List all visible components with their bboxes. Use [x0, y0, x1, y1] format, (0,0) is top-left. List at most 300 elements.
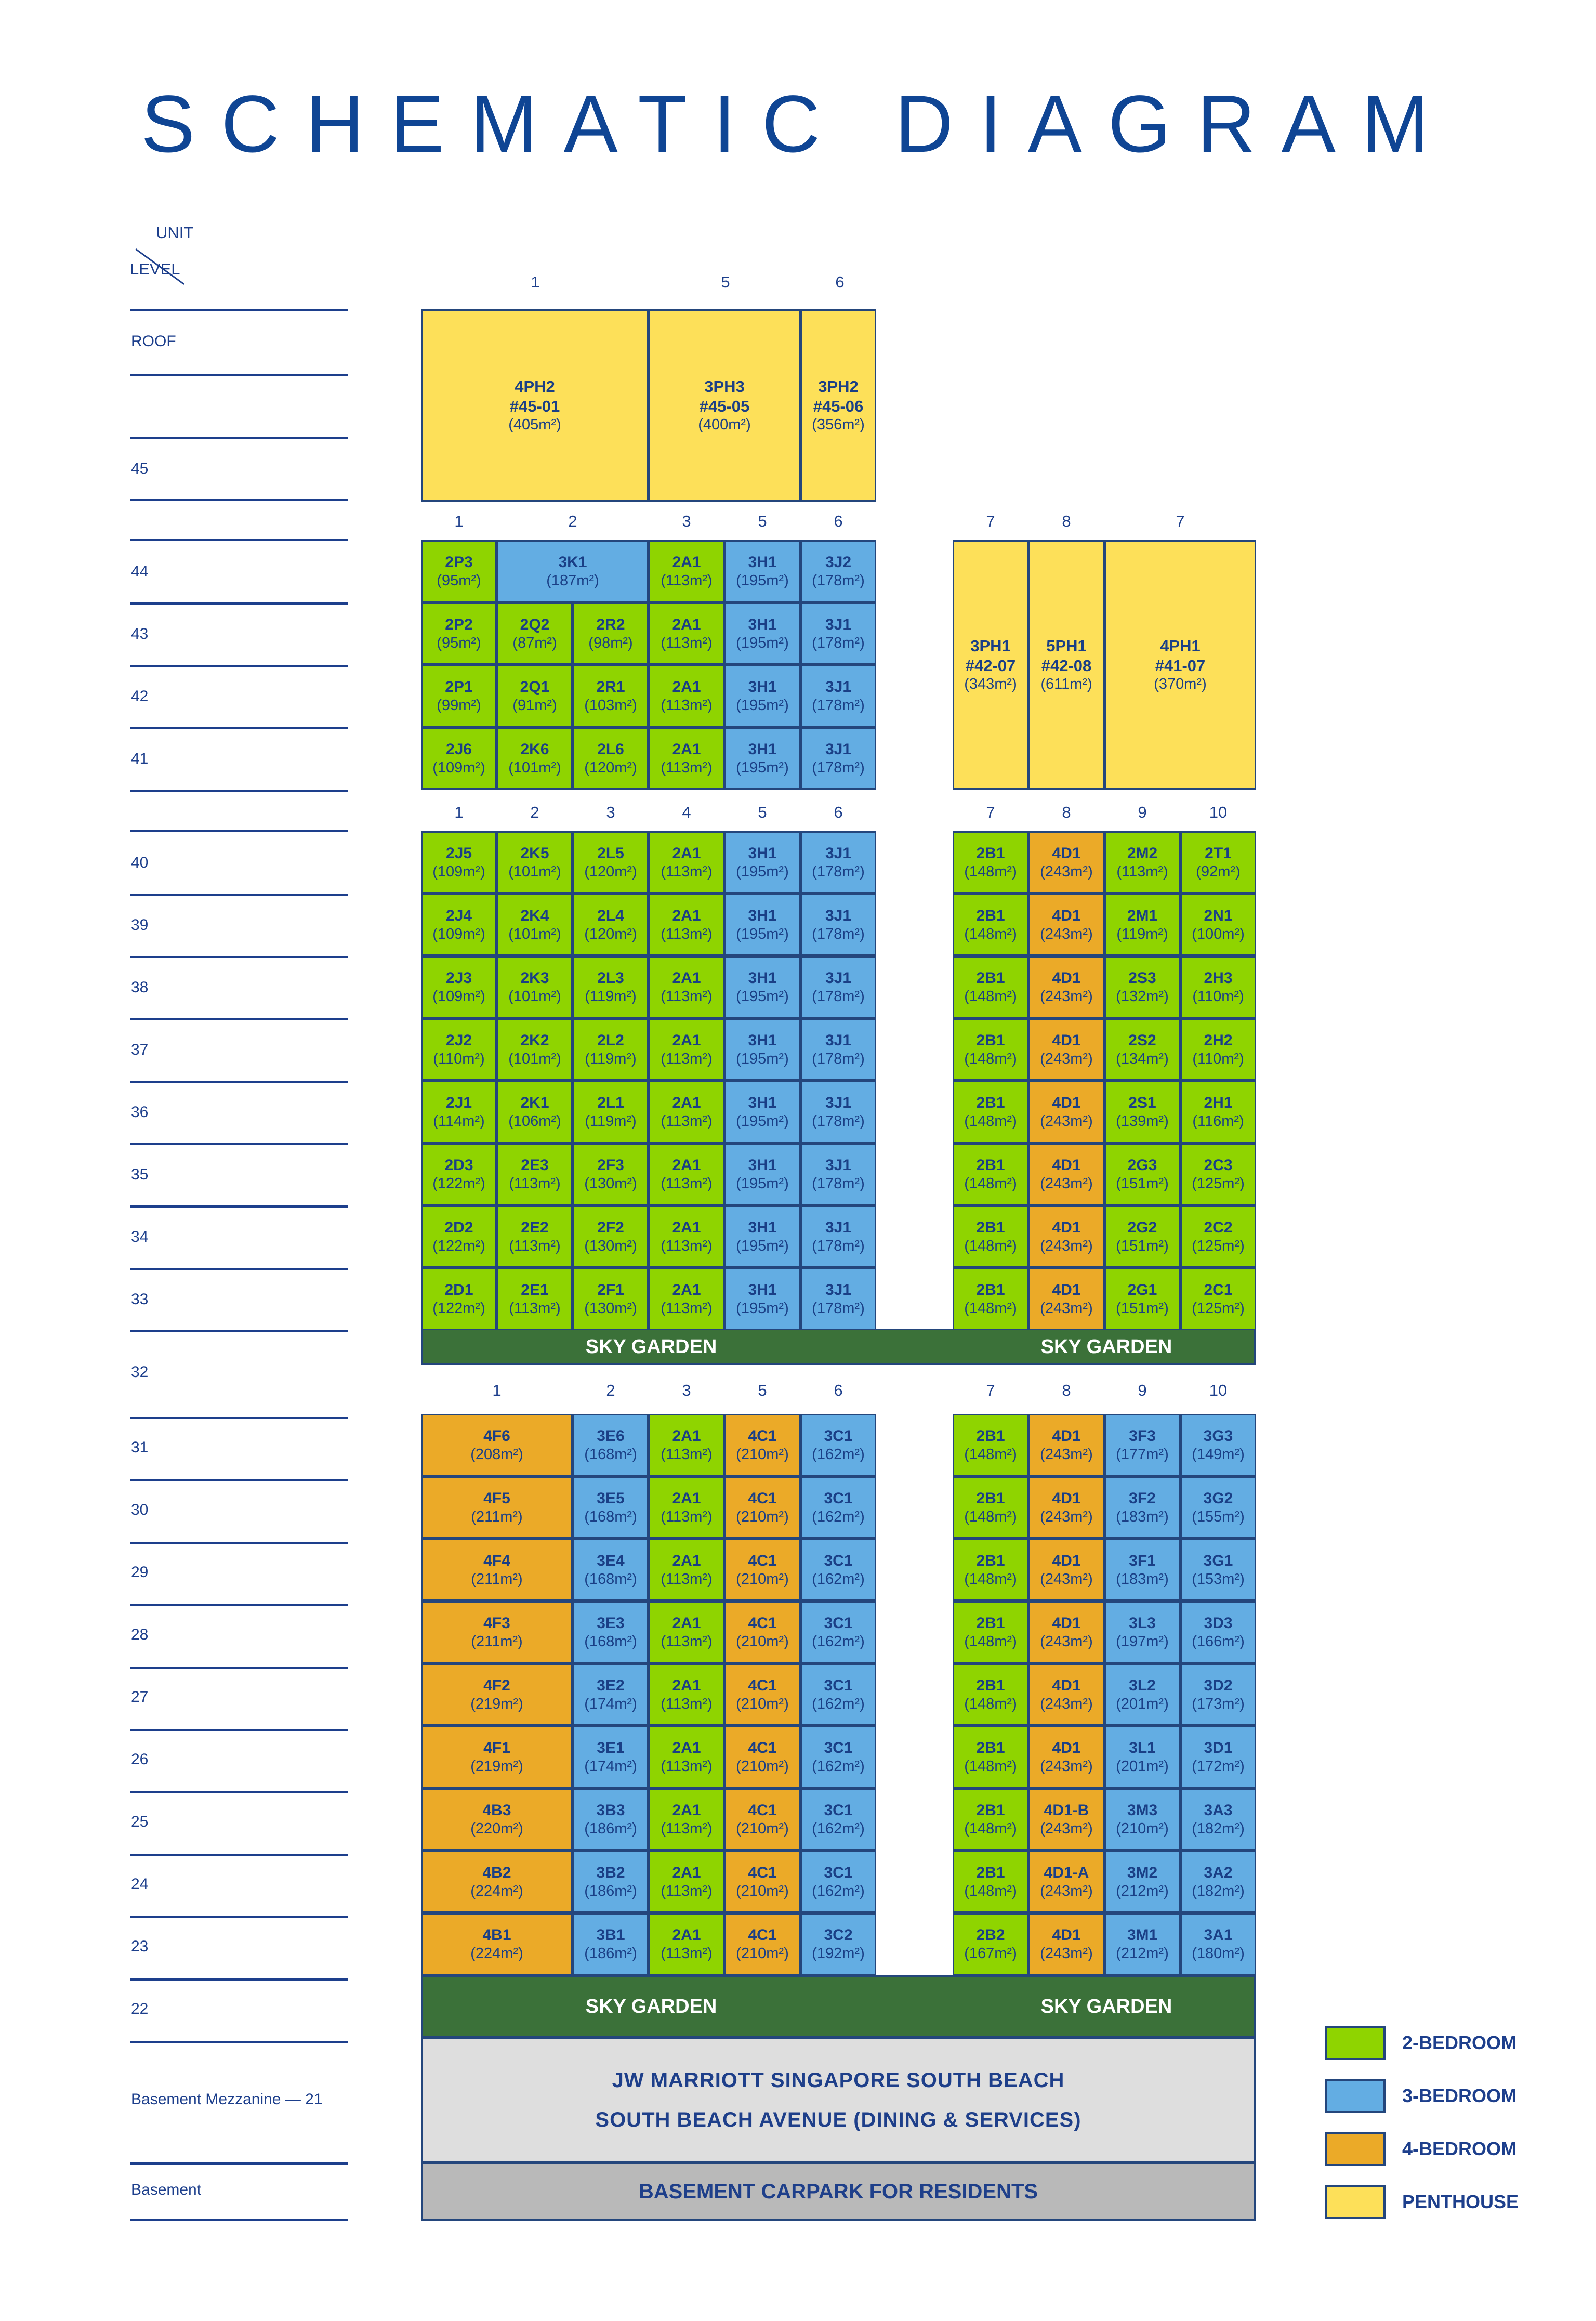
unit-cell[interactable] — [497, 727, 573, 790]
unit-cell[interactable] — [724, 1913, 800, 1975]
unit-cell[interactable] — [1028, 1663, 1104, 1726]
unit-type: 2B1 — [976, 1156, 1005, 1174]
unit-cell[interactable] — [573, 665, 649, 727]
unit-cell[interactable] — [497, 831, 573, 894]
unit-cell[interactable] — [649, 602, 724, 665]
unit-cell[interactable] — [724, 1476, 800, 1539]
unit-type: 4D1 — [1052, 1094, 1081, 1111]
unit-cell[interactable] — [421, 1851, 573, 1913]
unit-cell[interactable] — [1028, 1726, 1104, 1788]
unit-area: (113m²) — [661, 1112, 713, 1130]
unit-type: 2G2 — [1127, 1218, 1157, 1236]
unit-cell[interactable] — [800, 956, 876, 1018]
unit-type: 2A1 — [672, 1552, 701, 1569]
unit-area: (168m²) — [584, 1633, 637, 1650]
unit-cell[interactable] — [1028, 1851, 1104, 1913]
unit-type: 2L6 — [597, 740, 624, 758]
unit-cell[interactable] — [421, 1788, 573, 1851]
unit-number: #42-07 — [965, 656, 1016, 675]
unit-cell[interactable] — [724, 1414, 800, 1476]
unit-cell[interactable] — [1180, 1601, 1256, 1663]
unit-cell[interactable] — [1180, 1143, 1256, 1205]
unit-cell[interactable] — [724, 1601, 800, 1663]
unit-cell[interactable] — [573, 1081, 649, 1143]
unit-cell[interactable] — [1028, 831, 1104, 894]
unit-cell[interactable] — [573, 1414, 649, 1476]
penthouse-unit[interactable] — [800, 309, 876, 502]
unit-cell[interactable] — [649, 1788, 724, 1851]
unit-area: (168m²) — [584, 1570, 637, 1588]
column-number: 6 — [834, 512, 843, 530]
unit-type: 2T1 — [1205, 844, 1232, 862]
unit-cell[interactable] — [953, 1143, 1028, 1205]
unit-cell[interactable] — [649, 1726, 724, 1788]
unit-cell[interactable] — [421, 1726, 573, 1788]
unit-cell[interactable] — [497, 602, 573, 665]
column-number: 10 — [1209, 803, 1228, 821]
unit-type: 4D1 — [1052, 1552, 1081, 1569]
unit-cell[interactable] — [649, 1081, 724, 1143]
unit-cell[interactable] — [953, 1476, 1028, 1539]
unit-cell[interactable] — [953, 1268, 1028, 1330]
unit-cell[interactable] — [1180, 1539, 1256, 1601]
unit-cell[interactable] — [649, 727, 724, 790]
unit-cell[interactable] — [724, 1143, 800, 1205]
unit-cell[interactable] — [573, 602, 649, 665]
unit-cell[interactable] — [649, 1414, 724, 1476]
unit-cell[interactable] — [421, 727, 497, 790]
penthouse-unit[interactable] — [421, 309, 649, 502]
unit-cell[interactable] — [1104, 1726, 1180, 1788]
unit-area: (113m²) — [661, 988, 713, 1005]
unit-cell[interactable] — [800, 1205, 876, 1268]
unit-area: (120m²) — [584, 925, 637, 942]
unit-cell[interactable] — [1180, 1913, 1256, 1975]
unit-area: (99m²) — [437, 697, 481, 714]
unit-cell[interactable] — [573, 1851, 649, 1913]
unit-cell[interactable] — [800, 1726, 876, 1788]
unit-cell[interactable] — [800, 1414, 876, 1476]
unit-cell[interactable] — [649, 1143, 724, 1205]
legend-item — [1325, 2131, 1516, 2167]
unit-cell[interactable] — [421, 831, 497, 894]
unit-cell[interactable] — [953, 894, 1028, 956]
unit-cell[interactable] — [1180, 1788, 1256, 1851]
unit-cell[interactable] — [1104, 831, 1180, 894]
unit-cell[interactable] — [1180, 1268, 1256, 1330]
unit-cell[interactable] — [497, 894, 573, 956]
sky-garden-band-22 — [421, 1975, 1256, 2038]
unit-cell[interactable] — [724, 894, 800, 956]
unit-area: (162m²) — [812, 1758, 865, 1775]
unit-area: (109m²) — [432, 759, 485, 776]
unit-type: 2E1 — [521, 1281, 549, 1299]
unit-cell[interactable] — [724, 1539, 800, 1601]
unit-area: (168m²) — [584, 1508, 637, 1525]
unit-area: (178m²) — [812, 759, 865, 776]
unit-cell[interactable] — [800, 831, 876, 894]
level-label: 38 — [131, 979, 149, 996]
unit-type: 2A1 — [672, 1676, 701, 1694]
unit-type: 3E3 — [597, 1614, 625, 1632]
unit-area: (113m²) — [661, 863, 713, 880]
unit-number: #45-06 — [813, 397, 864, 415]
unit-cell[interactable] — [1104, 894, 1180, 956]
unit-cell[interactable] — [649, 1018, 724, 1081]
unit-type: 2A1 — [672, 969, 701, 987]
unit-cell[interactable] — [421, 1081, 497, 1143]
unit-cell[interactable] — [953, 1081, 1028, 1143]
unit-cell[interactable] — [421, 894, 497, 956]
unit-cell[interactable] — [1028, 1414, 1104, 1476]
unit-type: 2A1 — [672, 1489, 701, 1507]
penthouse-unit[interactable] — [649, 309, 800, 502]
unit-cell[interactable] — [724, 1268, 800, 1330]
unit-cell[interactable] — [953, 1726, 1028, 1788]
unit-area: (183m²) — [1116, 1570, 1169, 1588]
unit-area: (106m²) — [508, 1112, 561, 1130]
unit-cell[interactable] — [1028, 1205, 1104, 1268]
unit-type: 4D1-B — [1044, 1801, 1089, 1819]
unit-cell[interactable] — [573, 1268, 649, 1330]
unit-cell[interactable] — [1180, 831, 1256, 894]
unit-cell[interactable] — [800, 1539, 876, 1601]
unit-type: 4C1 — [748, 1489, 777, 1507]
unit-cell[interactable] — [573, 1476, 649, 1539]
unit-area: (243m²) — [1040, 1300, 1093, 1317]
unit-area: (243m²) — [1040, 1112, 1093, 1130]
unit-type: 3B2 — [596, 1864, 625, 1881]
unit-cell[interactable] — [573, 956, 649, 1018]
unit-cell[interactable] — [724, 1081, 800, 1143]
unit-cell[interactable] — [1028, 1601, 1104, 1663]
unit-cell[interactable] — [953, 1205, 1028, 1268]
unit-type: 3J1 — [825, 1031, 852, 1049]
unit-area: (243m²) — [1040, 1695, 1093, 1712]
unit-type: 2G3 — [1127, 1156, 1157, 1174]
unit-area: (243m²) — [1040, 1446, 1093, 1463]
unit-cell[interactable] — [421, 1539, 573, 1601]
unit-cell[interactable] — [1104, 1143, 1180, 1205]
unit-type: 2B1 — [976, 1552, 1005, 1569]
unit-type: 3C1 — [824, 1676, 853, 1694]
unit-cell[interactable] — [1180, 1205, 1256, 1268]
unit-cell[interactable] — [1104, 1851, 1180, 1913]
unit-cell[interactable] — [724, 831, 800, 894]
unit-type: 2P1 — [445, 678, 473, 696]
unit-cell[interactable] — [1104, 1018, 1180, 1081]
unit-cell[interactable] — [421, 1143, 497, 1205]
unit-type: 2M1 — [1127, 907, 1158, 924]
unit-cell[interactable] — [649, 1205, 724, 1268]
unit-area: (243m²) — [1040, 1758, 1093, 1775]
unit-cell[interactable] — [800, 1018, 876, 1081]
unit-cell[interactable] — [1104, 1476, 1180, 1539]
level-divider — [130, 1542, 348, 1544]
unit-type: 2K6 — [520, 740, 549, 758]
unit-cell[interactable] — [724, 540, 800, 602]
unit-cell[interactable] — [1104, 1205, 1180, 1268]
unit-cell[interactable] — [1028, 1913, 1104, 1975]
unit-cell[interactable] — [649, 894, 724, 956]
unit-area: (210m²) — [736, 1882, 789, 1899]
unit-cell[interactable] — [573, 1018, 649, 1081]
unit-cell[interactable] — [1180, 1726, 1256, 1788]
unit-type: 2F1 — [597, 1281, 624, 1299]
unit-cell[interactable] — [724, 1851, 800, 1913]
unit-area: (109m²) — [432, 925, 485, 942]
level-label: 42 — [131, 688, 149, 705]
unit-cell[interactable] — [724, 665, 800, 727]
unit-area: (211m²) — [471, 1633, 523, 1650]
unit-cell[interactable] — [724, 1726, 800, 1788]
unit-cell[interactable] — [1104, 1788, 1180, 1851]
unit-area: (174m²) — [584, 1695, 637, 1712]
unit-cell[interactable] — [800, 1143, 876, 1205]
unit-cell[interactable] — [953, 1539, 1028, 1601]
unit-type: 2H1 — [1204, 1094, 1233, 1111]
unit-cell[interactable] — [573, 1205, 649, 1268]
unit-cell[interactable] — [497, 1143, 573, 1205]
unit-area: (98m²) — [588, 634, 633, 651]
unit-cell[interactable] — [1104, 1539, 1180, 1601]
unit-type: 3PH1 — [970, 637, 1011, 655]
unit-cell[interactable] — [953, 1913, 1028, 1975]
unit-cell[interactable] — [421, 540, 497, 602]
legend-label: 4-BEDROOM — [1402, 2138, 1517, 2159]
column-number: 1 — [454, 803, 464, 821]
basement-carpark: BASEMENT CARPARK FOR RESIDENTS — [421, 2162, 1256, 2221]
unit-cell[interactable] — [421, 1268, 497, 1330]
unit-cell[interactable] — [421, 1913, 573, 1975]
unit-type: 3K1 — [558, 553, 587, 571]
unit-cell[interactable] — [1104, 1663, 1180, 1726]
unit-area: (148m²) — [964, 1237, 1017, 1254]
unit-cell[interactable] — [649, 831, 724, 894]
column-number: 7 — [986, 803, 995, 821]
unit-type: 2R1 — [596, 678, 625, 696]
unit-cell[interactable] — [421, 1476, 573, 1539]
unit-cell[interactable] — [724, 1018, 800, 1081]
unit-cell[interactable] — [800, 1663, 876, 1726]
penthouse-unit[interactable] — [953, 540, 1028, 790]
unit-cell[interactable] — [800, 1081, 876, 1143]
unit-cell[interactable] — [1180, 1476, 1256, 1539]
level-label: 23 — [131, 1938, 149, 1955]
column-number: 9 — [1138, 1381, 1147, 1399]
unit-cell[interactable] — [649, 1601, 724, 1663]
unit-cell[interactable] — [497, 956, 573, 1018]
unit-cell[interactable] — [497, 540, 649, 602]
unit-type: 3L2 — [1129, 1676, 1156, 1694]
unit-cell[interactable] — [421, 1205, 497, 1268]
unit-cell[interactable] — [497, 665, 573, 727]
unit-cell[interactable] — [421, 602, 497, 665]
unit-type: 4D1 — [1052, 1031, 1081, 1049]
penthouse-unit[interactable] — [1104, 540, 1256, 790]
unit-cell[interactable] — [573, 727, 649, 790]
unit-area: (113m²) — [661, 1508, 713, 1525]
unit-cell[interactable] — [1180, 1018, 1256, 1081]
unit-cell[interactable] — [497, 1081, 573, 1143]
unit-cell[interactable] — [573, 831, 649, 894]
unit-cell[interactable] — [724, 1663, 800, 1726]
unit-cell[interactable] — [649, 1913, 724, 1975]
legend-label: 2-BEDROOM — [1402, 2032, 1517, 2053]
unit-cell[interactable] — [1104, 1913, 1180, 1975]
unit-cell[interactable] — [573, 1726, 649, 1788]
unit-cell[interactable] — [1028, 1476, 1104, 1539]
unit-cell[interactable] — [421, 1601, 573, 1663]
unit-area: (210m²) — [736, 1570, 789, 1588]
unit-cell[interactable] — [800, 1788, 876, 1851]
unit-cell[interactable] — [649, 1476, 724, 1539]
unit-cell[interactable] — [800, 894, 876, 956]
unit-cell[interactable] — [953, 1663, 1028, 1726]
level-label: Basement — [131, 2181, 202, 2198]
unit-cell[interactable] — [724, 1788, 800, 1851]
unit-cell[interactable] — [724, 602, 800, 665]
unit-cell[interactable] — [724, 956, 800, 1018]
unit-type: 2R2 — [596, 615, 625, 633]
unit-cell[interactable] — [800, 1268, 876, 1330]
unit-cell[interactable] — [1028, 894, 1104, 956]
unit-area: (122m²) — [432, 1237, 485, 1254]
unit-cell[interactable] — [573, 1539, 649, 1601]
unit-area: (243m²) — [1040, 1633, 1093, 1650]
unit-cell[interactable] — [1028, 1143, 1104, 1205]
column-number: 7 — [986, 512, 995, 530]
unit-cell[interactable] — [1180, 1663, 1256, 1726]
unit-type: 2E2 — [521, 1218, 549, 1236]
sky-garden-label: SKY GARDEN — [585, 1335, 717, 1358]
unit-type: 2K2 — [520, 1031, 549, 1049]
unit-type: 3J1 — [825, 740, 852, 758]
unit-type: 3E1 — [597, 1739, 625, 1756]
unit-cell[interactable] — [1104, 1268, 1180, 1330]
column-number: 10 — [1209, 1381, 1228, 1399]
unit-cell[interactable] — [573, 1788, 649, 1851]
unit-type: 3H1 — [748, 1281, 777, 1299]
unit-area: (243m²) — [1040, 925, 1093, 942]
unit-cell[interactable] — [649, 665, 724, 727]
unit-type: 3H1 — [748, 1031, 777, 1049]
unit-cell[interactable] — [649, 1851, 724, 1913]
unit-type: 4D1 — [1052, 844, 1081, 862]
unit-type: 2J1 — [445, 1094, 472, 1111]
unit-cell[interactable] — [800, 727, 876, 790]
unit-cell[interactable] — [953, 831, 1028, 894]
unit-area: (101m²) — [508, 1050, 561, 1067]
unit-cell[interactable] — [1028, 1018, 1104, 1081]
unit-cell[interactable] — [800, 1851, 876, 1913]
unit-cell[interactable] — [573, 1143, 649, 1205]
unit-cell[interactable] — [497, 1268, 573, 1330]
unit-cell[interactable] — [800, 1913, 876, 1975]
level-label: 44 — [131, 563, 149, 580]
unit-cell[interactable] — [800, 540, 876, 602]
penthouse-unit[interactable] — [1028, 540, 1104, 790]
unit-cell[interactable] — [497, 1018, 573, 1081]
unit-cell[interactable] — [1180, 894, 1256, 956]
level-divider — [130, 1143, 348, 1145]
unit-cell[interactable] — [421, 1663, 573, 1726]
unit-cell[interactable] — [1104, 1414, 1180, 1476]
unit-cell[interactable] — [421, 1018, 497, 1081]
unit-cell[interactable] — [573, 1913, 649, 1975]
unit-cell[interactable] — [421, 1414, 573, 1476]
unit-cell[interactable] — [953, 1018, 1028, 1081]
unit-cell[interactable] — [724, 727, 800, 790]
unit-area: (201m²) — [1116, 1695, 1169, 1712]
unit-cell[interactable] — [1180, 1414, 1256, 1476]
level-header: LEVEL — [130, 260, 180, 278]
unit-area: (186m²) — [584, 1945, 637, 1962]
unit-area: (210m²) — [736, 1508, 789, 1525]
level-label: 39 — [131, 916, 149, 934]
unit-cell[interactable] — [1104, 1601, 1180, 1663]
unit-cell[interactable] — [1180, 956, 1256, 1018]
unit-area: (109m²) — [432, 863, 485, 880]
unit-cell[interactable] — [953, 1788, 1028, 1851]
unit-cell[interactable] — [800, 602, 876, 665]
unit-cell[interactable] — [1104, 956, 1180, 1018]
unit-cell[interactable] — [953, 1851, 1028, 1913]
unit-cell[interactable] — [800, 665, 876, 727]
column-number: 5 — [721, 273, 730, 291]
unit-cell[interactable] — [573, 1663, 649, 1726]
unit-type: 3PH3 — [704, 377, 745, 396]
unit-cell[interactable] — [1028, 1081, 1104, 1143]
unit-cell[interactable] — [649, 540, 724, 602]
unit-cell[interactable] — [421, 956, 497, 1018]
unit-cell[interactable] — [1028, 1268, 1104, 1330]
unit-area: (113m²) — [661, 1695, 713, 1712]
unit-cell[interactable] — [573, 1601, 649, 1663]
unit-cell[interactable] — [724, 1205, 800, 1268]
unit-cell[interactable] — [497, 1205, 573, 1268]
unit-cell[interactable] — [1028, 1788, 1104, 1851]
unit-cell[interactable] — [953, 1601, 1028, 1663]
unit-cell[interactable] — [800, 1601, 876, 1663]
unit-cell[interactable] — [1028, 1539, 1104, 1601]
unit-type: 3J1 — [825, 1281, 852, 1299]
unit-type: 2J5 — [445, 844, 472, 862]
unit-cell[interactable] — [649, 1268, 724, 1330]
unit-type: 3E2 — [597, 1676, 625, 1694]
unit-area: (134m²) — [1116, 1050, 1169, 1067]
unit-type: 3A2 — [1204, 1864, 1233, 1881]
unit-cell[interactable] — [800, 1476, 876, 1539]
unit-area: (103m²) — [584, 697, 637, 714]
unit-cell[interactable] — [649, 1663, 724, 1726]
unit-cell[interactable] — [573, 894, 649, 956]
unit-cell[interactable] — [421, 665, 497, 727]
unit-type: 4F6 — [483, 1427, 510, 1445]
unit-cell[interactable] — [649, 956, 724, 1018]
unit-cell[interactable] — [953, 956, 1028, 1018]
unit-cell[interactable] — [953, 1414, 1028, 1476]
unit-area: (95m²) — [437, 634, 481, 651]
unit-cell[interactable] — [1180, 1081, 1256, 1143]
unit-cell[interactable] — [1104, 1081, 1180, 1143]
unit-number: #41-07 — [1155, 656, 1206, 675]
unit-type: 3H1 — [748, 844, 777, 862]
unit-cell[interactable] — [649, 1539, 724, 1601]
unit-area: (148m²) — [964, 925, 1017, 942]
unit-cell[interactable] — [1180, 1851, 1256, 1913]
unit-cell[interactable] — [1028, 956, 1104, 1018]
